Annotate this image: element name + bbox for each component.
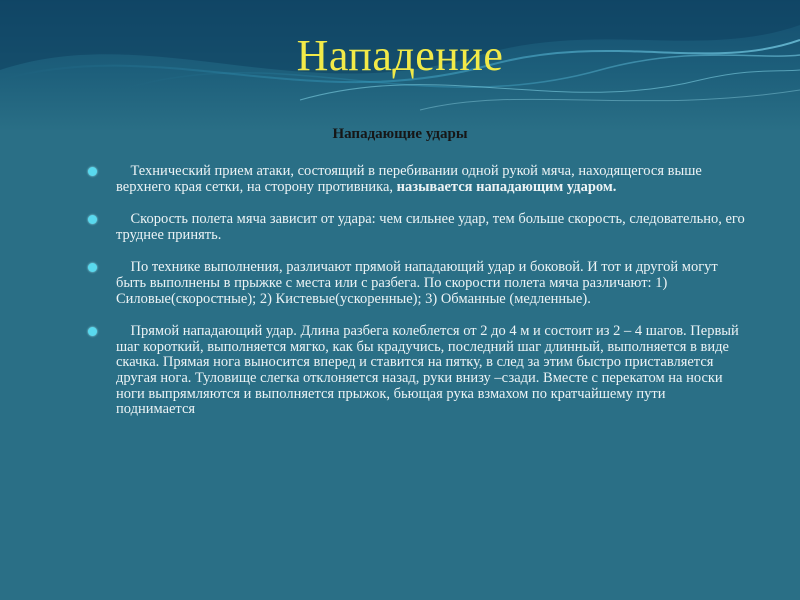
bullet-text: Прямой нападающий удар. Длина разбега колеблется от 2 до 4 м и состоит из 2 – 4 шагов. Первый шаг короткий, выполняется мягко, как бы крадучись, последний шаг длинный, выполняется в виде скачка. Прямая нога выносится вперед и ставится на пятку, в след за этим быстро приставляется другая нога. Туловище слегка отклоняется назад, руки внизу –сзади. Вместе с перекатом на носки ноги выпрямляются и выполняется прыжок, бьющая рука взмахом по кратчайшему пути поднимается [116, 323, 739, 418]
bullet-dot-icon [88, 215, 97, 224]
bullet-item [88, 260, 748, 307]
slide-title: Нападение [296, 31, 504, 80]
bullet-list [88, 164, 748, 435]
bullet-text: По технике выполнения, различают прямой нападающий удар и боковой. И тот и другой могут быть выполнены в прыжке с места или с разбега. По скорости полета мяча различают: 1) Силовые(скоростные); 2) Кистевые(ускоренные); 3) Обманные (медленные). [116, 259, 718, 307]
bullet-text: Скорость полета мяча зависит от удара: чем сильнее удар, тем больше скорость, следовательно, его труднее принять. [116, 211, 745, 243]
bullet-dot-icon [88, 167, 97, 176]
bullet-dot-icon [88, 263, 97, 272]
slide-subtitle: Нападающие удары [332, 126, 468, 142]
bullet-bold-text: называется нападающим ударом. [396, 178, 617, 195]
bullet-dot-icon [88, 327, 97, 336]
bullet-item [88, 324, 748, 418]
bullet-item [88, 164, 748, 195]
bullet-text: Технический прием атаки, состоящий в перебивании одной рукой мяча, находящегося выше верхнего края сетки, на сторону противника, называется нападающим ударом. [116, 163, 702, 195]
bullet-item [88, 212, 748, 243]
